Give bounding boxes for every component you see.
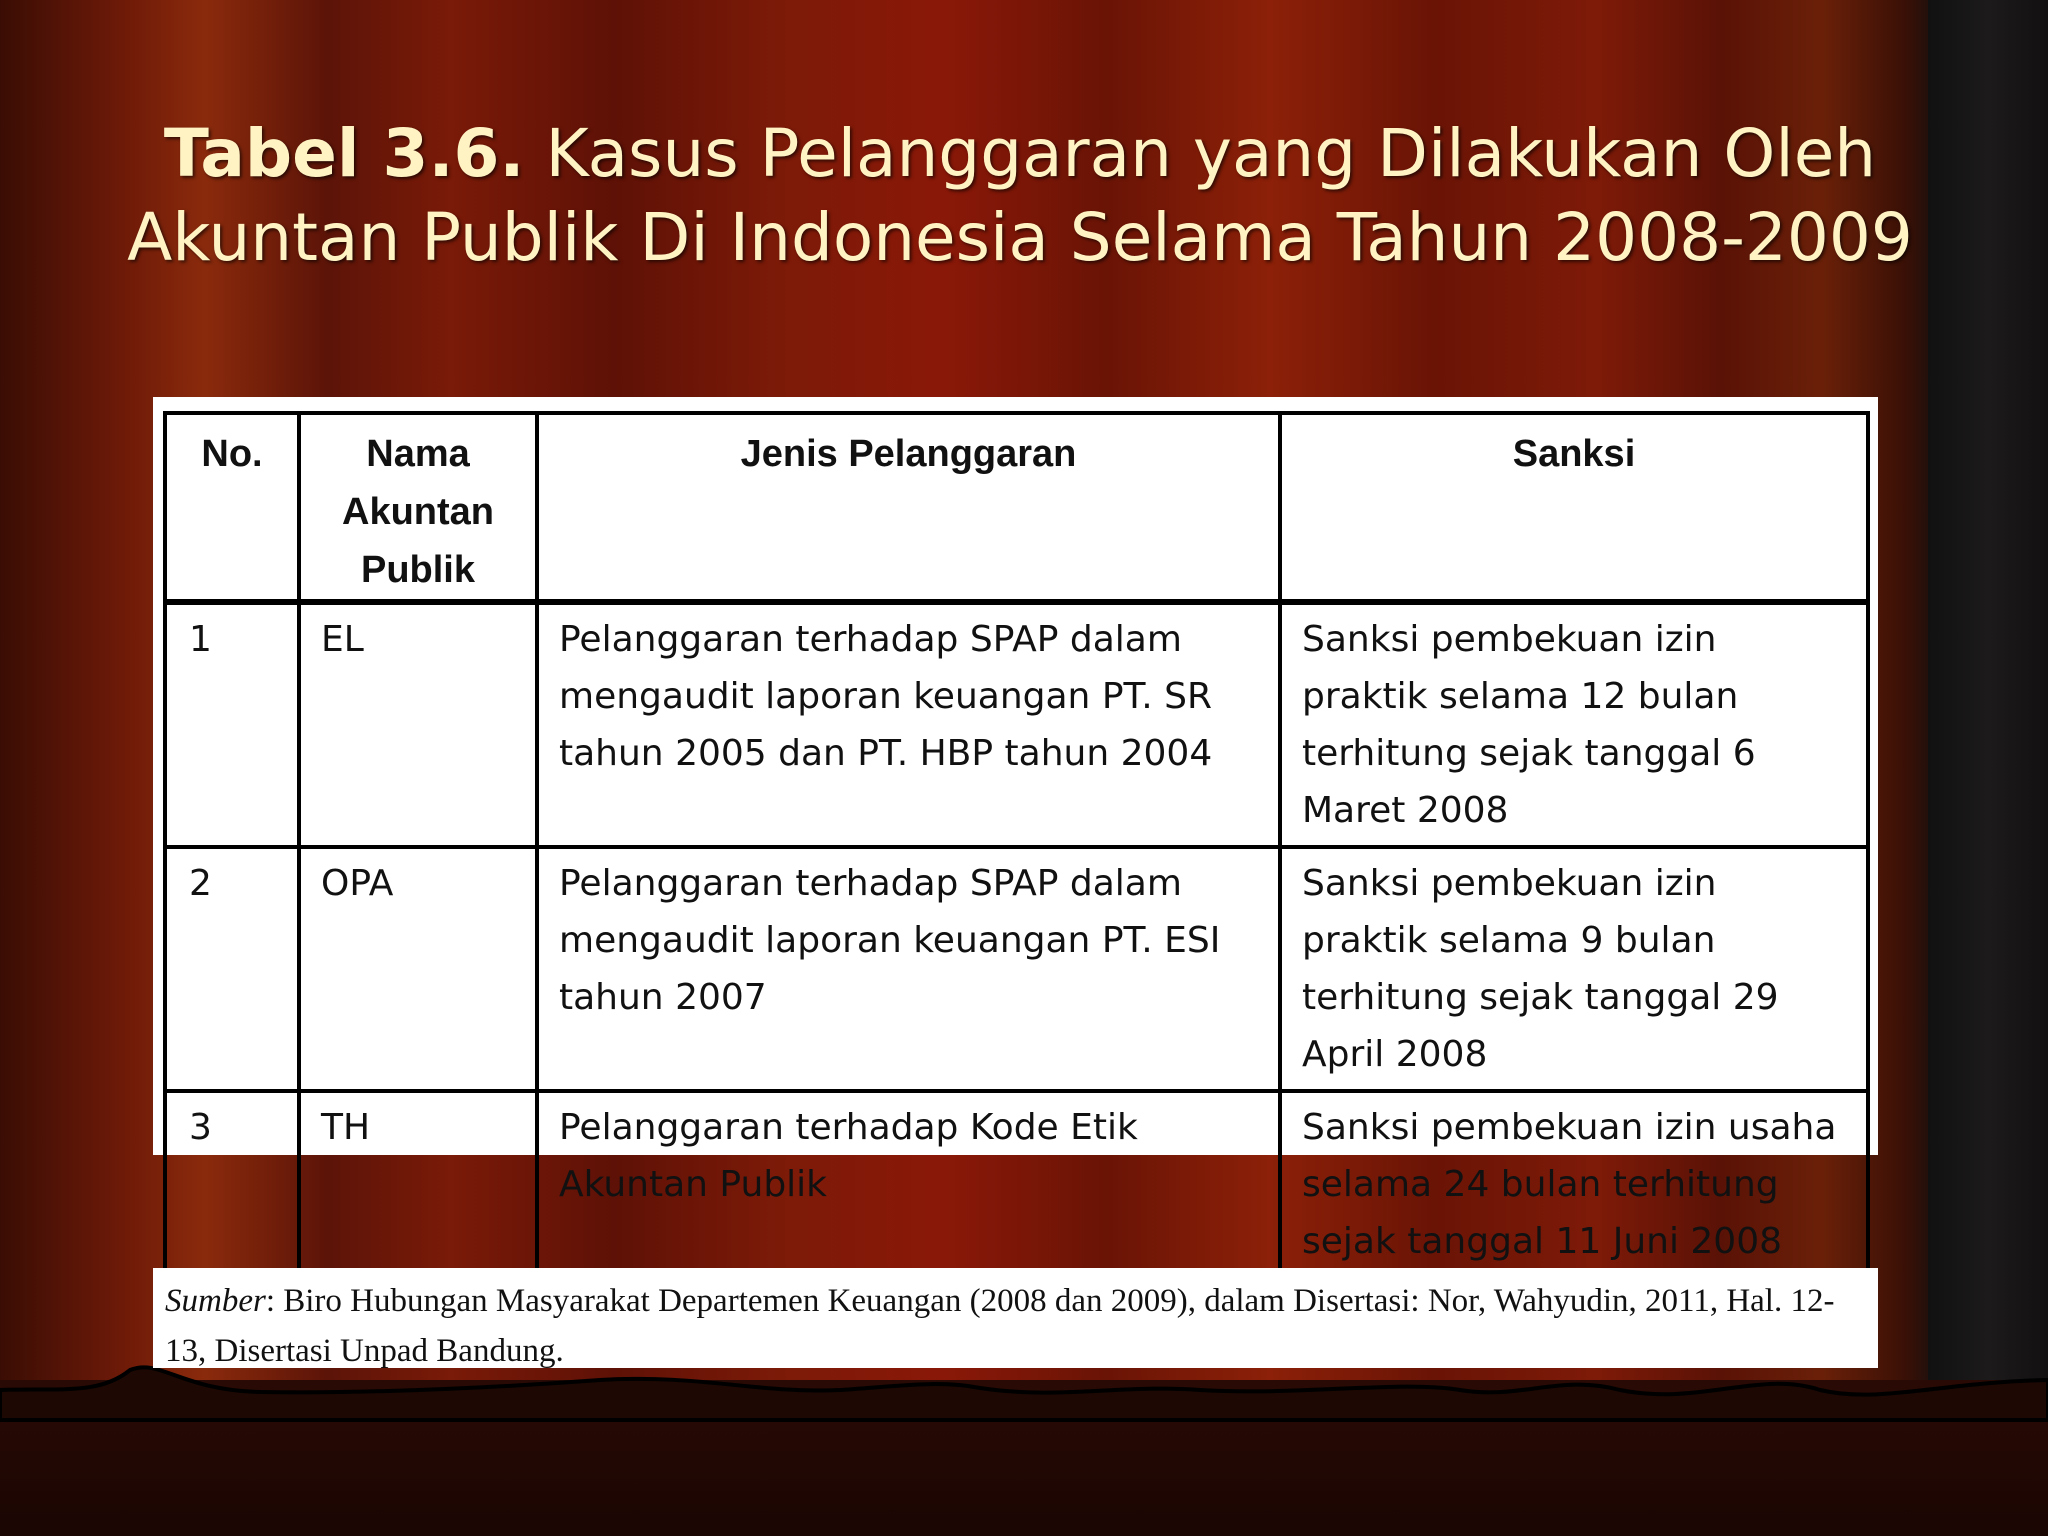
table-header-row (165, 413, 1868, 602)
table-row (165, 602, 1868, 847)
slide-title (120, 112, 1920, 280)
cell-jenis: Pelanggaran terhadap SPAP dalam mengaudit laporan keuangan PT. ESI tahun 2007 (537, 847, 1280, 1091)
title-text-line1: Kasus Pelanggaran yang Dilakukan Oleh (524, 115, 1877, 192)
cell-no: 2 (165, 847, 299, 1091)
violations-table (163, 411, 1870, 1281)
title-text-line2: Akuntan Publik Di Indonesia Selama Tahun 2008-2009 (127, 199, 1913, 276)
cell-sanksi: Sanksi pembekuan izin praktik selama 9 bulan terhitung sejak tanggal 29 April 2008 (1280, 847, 1868, 1091)
cell-jenis: Pelanggaran terhadap SPAP dalam mengaudit laporan keuangan PT. SR tahun 2005 dan PT. HBP tahun 2004 (537, 602, 1280, 847)
cell-no: 1 (165, 602, 299, 847)
cell-jenis: Pelanggaran terhadap Kode Etik Akuntan Publik (537, 1091, 1280, 1279)
violations-table-image (153, 397, 1878, 1262)
cell-no: 3 (165, 1091, 299, 1279)
cell-name: EL (299, 602, 537, 847)
table-row (165, 847, 1868, 1091)
header-jenis: Jenis Pelanggaran (537, 413, 1280, 602)
source-label: Sumber (165, 1283, 266, 1319)
header-sanksi: Sanksi (1280, 413, 1868, 602)
stage-floor (0, 1380, 2048, 1536)
curtain-right-edge (1928, 0, 2048, 1536)
cell-sanksi: Sanksi pembekuan izin usaha selama 24 bulan terhitung sejak tanggal 11 Juni 2008 (1280, 1091, 1868, 1279)
source-citation (153, 1268, 1878, 1368)
header-no: No. (165, 413, 299, 602)
cell-sanksi: Sanksi pembekuan izin praktik selama 12 bulan terhitung sejak tanggal 6 Maret 2008 (1280, 602, 1868, 847)
slide-title-line1 (120, 112, 1920, 196)
source-text: : Biro Hubungan Masyarakat Departemen Keuangan (2008 dan 2009), dalam Disertasi: Nor, Wahyudin, 2011, Hal. 12-13, Disertasi Unpad Bandung. (165, 1283, 1835, 1369)
header-name: Nama Akuntan Publik (299, 413, 537, 602)
cell-name: TH (299, 1091, 537, 1279)
title-table-number: Tabel 3.6. (163, 115, 525, 192)
cell-name: OPA (299, 847, 537, 1091)
table-row (165, 1091, 1868, 1279)
